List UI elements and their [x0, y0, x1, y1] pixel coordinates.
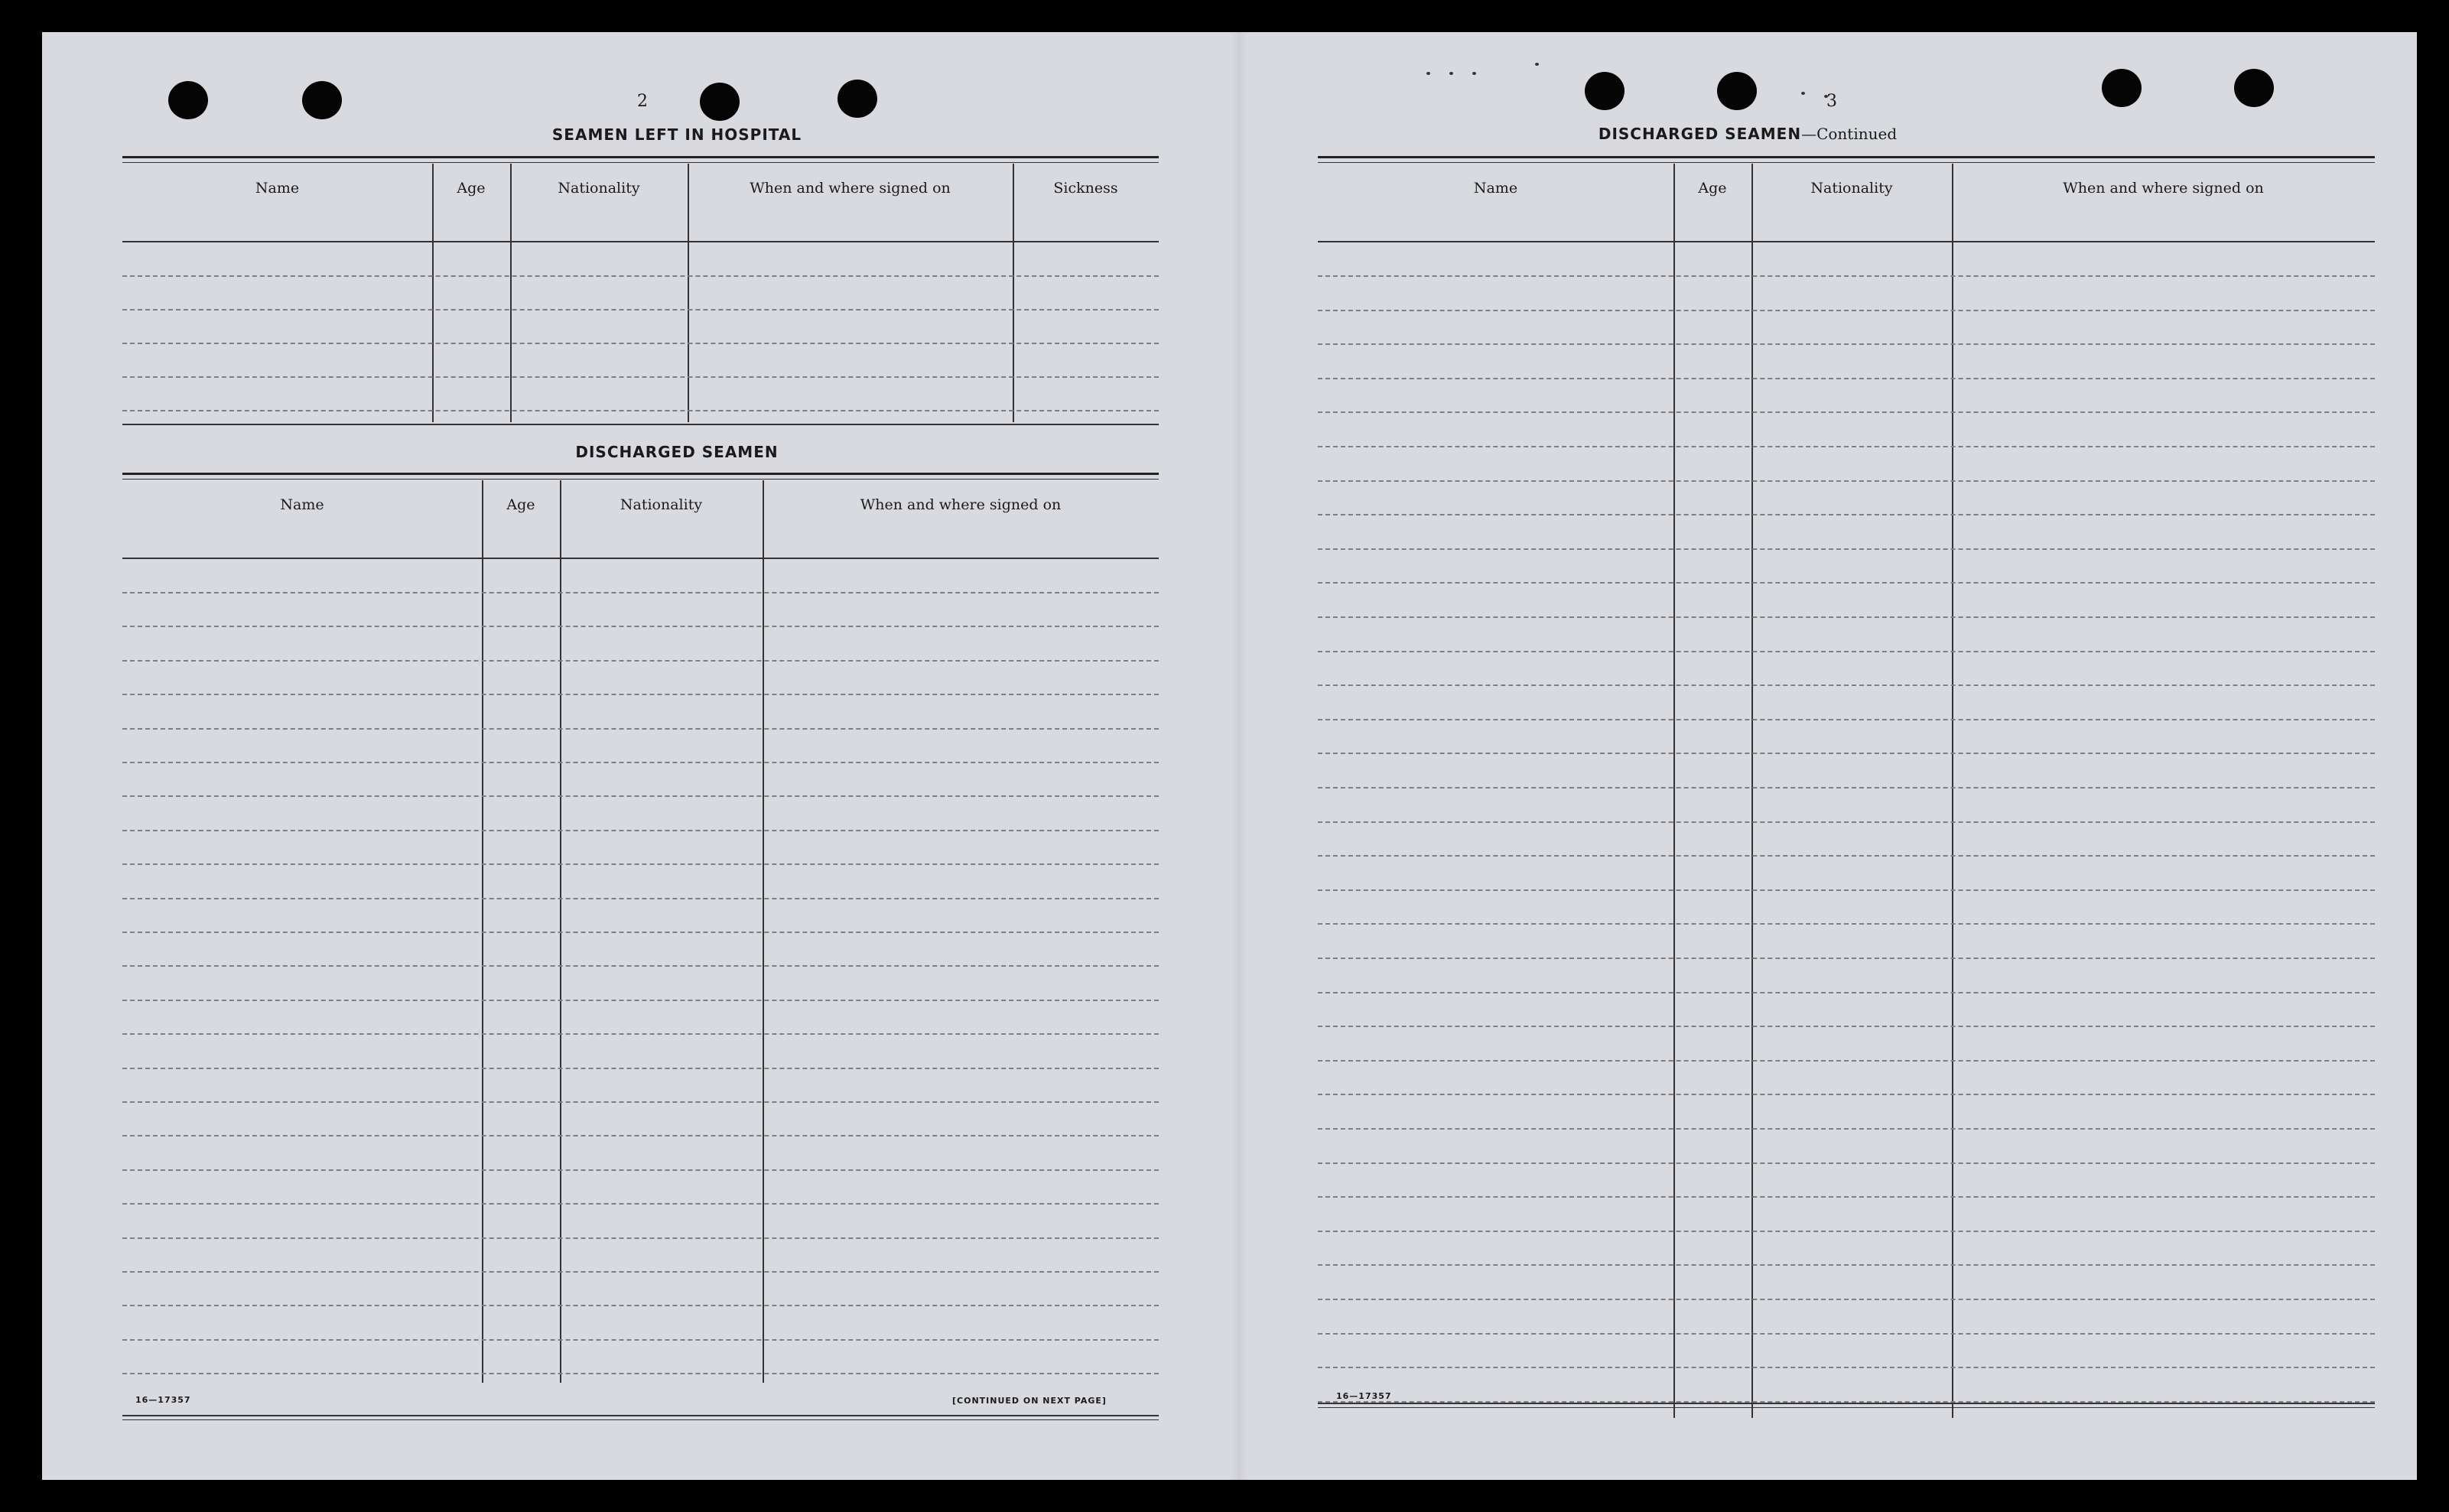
table-row: [122, 932, 1159, 933]
table-row: [1318, 1333, 2375, 1335]
table-row: [1318, 719, 2375, 720]
table-row: [1318, 343, 2375, 345]
table-row: [122, 728, 1159, 730]
punch-hole: [837, 80, 877, 118]
table-row: [1318, 1162, 2375, 1164]
column-header-name: Name: [255, 180, 300, 197]
column-divider: [1013, 164, 1014, 422]
table-row: [1318, 923, 2375, 925]
table-row: [1318, 1026, 2375, 1027]
table-row: [1318, 889, 2375, 891]
punch-hole: [2102, 69, 2142, 107]
column-header-nationality: Nationality: [1810, 180, 1893, 197]
column-header-nationality: Nationality: [558, 180, 640, 197]
ink-speck: [1472, 72, 1476, 75]
table-row: [122, 1169, 1159, 1171]
table-bottom-rule: [122, 1415, 1159, 1416]
page-number-left: 2: [637, 92, 648, 111]
table-row: [1318, 1367, 2375, 1368]
table-row: [122, 1339, 1159, 1341]
table-row: [122, 1101, 1159, 1103]
page-number-right: 3: [1826, 92, 1837, 111]
table-row: [122, 1033, 1159, 1035]
table-row: [122, 1135, 1159, 1136]
table-row: [122, 343, 1159, 344]
table-row: [122, 965, 1159, 967]
ink-speck: [1449, 72, 1453, 75]
table-row: [122, 762, 1159, 763]
table-row: [1318, 684, 2375, 686]
table-row: [122, 376, 1159, 378]
table-row: [1318, 753, 2375, 754]
table-row: [122, 410, 1159, 411]
table-row: [1318, 1060, 2375, 1062]
ink-speck: [1801, 92, 1805, 95]
hospital-table: [122, 156, 1159, 456]
discharged-table: [122, 473, 1159, 1436]
table-row: [122, 1237, 1159, 1239]
discharged-continued-title: [1518, 125, 1977, 143]
column-header-name: Name: [280, 496, 324, 513]
table-top-rule: [1318, 162, 2375, 163]
table-row: [1318, 787, 2375, 789]
table-row: [1318, 310, 2375, 311]
table-row: [1318, 548, 2375, 550]
column-header-signed-on: When and where signed on: [750, 180, 951, 197]
table-row: [1318, 411, 2375, 413]
table-row: [1318, 275, 2375, 277]
table-bottom-rule: [1318, 1403, 2375, 1404]
table-row: [1318, 1231, 2375, 1232]
header-bottom-rule: [1318, 241, 2375, 242]
table-row: [1318, 616, 2375, 618]
table-row: [122, 863, 1159, 865]
punch-hole: [168, 81, 208, 119]
column-divider: [432, 164, 434, 422]
column-header-age: Age: [1698, 180, 1727, 197]
table-row: [1318, 855, 2375, 857]
punch-hole: [1717, 72, 1757, 110]
hospital-section-title: SEAMEN LEFT IN HOSPITAL: [551, 125, 802, 144]
table-bottom-rule: [122, 424, 1159, 425]
table-row: [122, 1271, 1159, 1273]
table-row: [122, 1068, 1159, 1069]
column-header-sickness: Sickness: [1053, 180, 1118, 197]
table-row: [122, 626, 1159, 627]
table-row: [1318, 378, 2375, 379]
punch-hole: [1585, 72, 1625, 110]
table-top-rule: [122, 156, 1159, 158]
column-header-signed-on: When and where signed on: [2063, 180, 2264, 197]
table-row: [122, 1203, 1159, 1205]
ink-speck: [1426, 72, 1430, 75]
table-row: [1318, 958, 2375, 959]
discharged-section-title: DISCHARGED SEAMEN: [575, 443, 779, 461]
punch-hole: [700, 83, 740, 121]
table-row: [1318, 1094, 2375, 1095]
header-bottom-rule: [122, 241, 1159, 242]
table-row: [1318, 821, 2375, 823]
table-bottom-rule: [122, 1419, 1159, 1420]
table-row: [1318, 446, 2375, 447]
table-bottom-rule: [1318, 1407, 2375, 1408]
table-row: [1318, 992, 2375, 993]
column-header-age: Age: [457, 180, 486, 197]
column-header-nationality: Nationality: [620, 496, 703, 513]
table-row: [1318, 1264, 2375, 1266]
column-header-signed-on: When and where signed on: [860, 496, 1062, 513]
form-number-left: 16—17357: [135, 1395, 191, 1405]
document-sheet: [42, 32, 2417, 1480]
table-row: [1318, 1299, 2375, 1300]
punch-hole: [2234, 69, 2274, 107]
table-top-rule: [122, 162, 1159, 163]
table-row: [1318, 582, 2375, 584]
header-bottom-rule: [122, 558, 1159, 559]
table-row: [1318, 651, 2375, 652]
punch-hole: [302, 81, 342, 119]
table-top-rule: [1318, 156, 2375, 158]
table-row: [122, 1373, 1159, 1374]
table-row: [122, 830, 1159, 831]
column-header-age: Age: [506, 496, 535, 513]
discharged-continued-table: [1318, 156, 2375, 1418]
table-row: [122, 592, 1159, 593]
table-row: [1318, 1196, 2375, 1198]
table-row: [1318, 480, 2375, 482]
section-title-suffix: —Continued: [1801, 125, 1898, 143]
form-number-right: 16—17357: [1336, 1391, 1392, 1401]
table-top-rule: [122, 473, 1159, 475]
section-title-main: DISCHARGED SEAMEN: [1598, 125, 1802, 143]
column-header-name: Name: [1473, 180, 1518, 197]
column-divider: [510, 164, 512, 422]
page-gutter: [1231, 32, 1247, 1480]
table-row: [122, 795, 1159, 797]
table-row: [122, 309, 1159, 311]
table-row: [1318, 1128, 2375, 1130]
column-divider: [688, 164, 689, 422]
table-row: [122, 660, 1159, 662]
table-row: [122, 1305, 1159, 1306]
table-top-rule: [122, 479, 1159, 480]
table-row: [122, 898, 1159, 899]
table-row: [122, 694, 1159, 695]
continued-note: [CONTINUED ON NEXT PAGE]: [952, 1396, 1107, 1406]
ink-speck: [1535, 63, 1539, 66]
table-row: [1318, 514, 2375, 515]
table-row: [122, 275, 1159, 277]
table-row: [122, 1000, 1159, 1001]
